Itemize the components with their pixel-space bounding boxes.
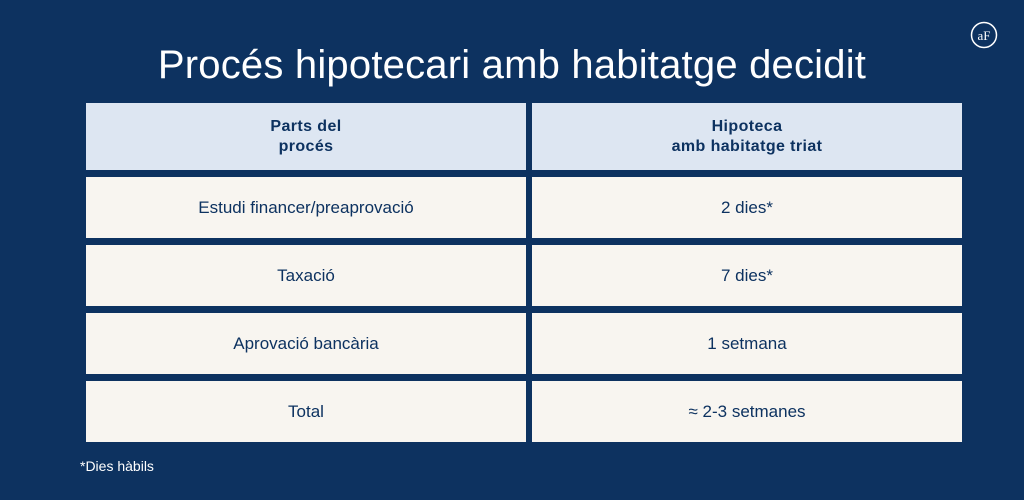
row-part-cell: Estudi financer/preaprovació — [86, 177, 526, 238]
comparison-table — [86, 103, 962, 442]
row-part-cell: Total — [86, 381, 526, 442]
page-title: Procés hipotecari amb habitatge decidit — [157, 43, 867, 87]
footnote: *Dies hàbils — [80, 458, 154, 474]
header-cell-parts — [86, 103, 526, 170]
row-part-cell: Taxació — [86, 245, 526, 306]
table-row — [86, 313, 962, 374]
row-time-cell: 2 dies* — [532, 177, 962, 238]
row-time-cell: 7 dies* — [532, 245, 962, 306]
header-mortgage-line2: amb habitatge triat — [671, 137, 823, 155]
af-monogram-logo-icon — [970, 21, 998, 49]
svg-text:aF: aF — [977, 28, 991, 43]
header-mortgage-line1: Hipoteca — [711, 117, 783, 135]
header-parts-line1: Parts del — [270, 117, 342, 135]
row-part-cell: Aprovació bancària — [86, 313, 526, 374]
header-parts-line2: procés — [278, 137, 334, 155]
row-time-cell: 1 setmana — [532, 313, 962, 374]
row-time-cell: ≈ 2-3 setmanes — [532, 381, 962, 442]
table-row — [86, 245, 962, 306]
table-row — [86, 381, 962, 442]
table-row — [86, 177, 962, 238]
header-cell-mortgage — [532, 103, 962, 170]
table-header-row — [86, 103, 962, 170]
